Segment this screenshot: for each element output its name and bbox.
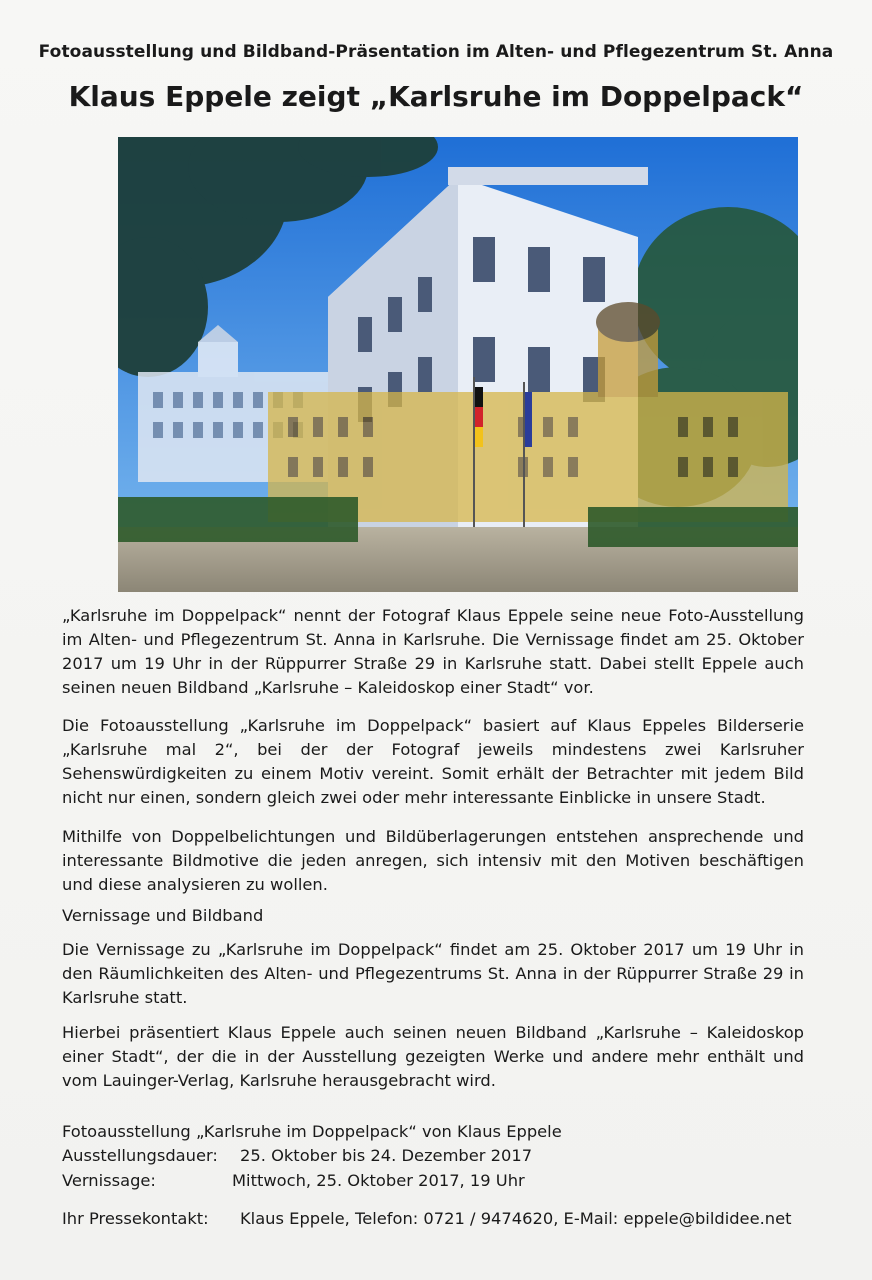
vernissage-paragraph: Die Vernissage zu „Karlsruhe im Doppelpack“ findet am 25. Oktober 2017 um 19 Uhr in den Räumlichkeiten des Alten- und Pflegezentrums St. Anna in der Rüppurrer Straße 29 in Karlsruhe statt. <box>62 940 804 1007</box>
document-supertitle: Fotoausstellung und Bildband-Präsentation im Alten- und Pflegezentrum St. Anna <box>38 42 834 62</box>
palace-double-exposure-photo <box>118 137 798 592</box>
exhibition-info-title: Fotoausstellung „Karlsruhe im Doppelpack“ von Klaus Eppele <box>62 1122 562 1141</box>
document-title: Klaus Eppele zeigt „Karlsruhe im Doppelpack“ <box>68 80 804 113</box>
section-subheading: Vernissage und Bildband <box>62 906 264 925</box>
info-value: Mittwoch, 25. Oktober 2017, 19 Uhr <box>232 1171 525 1190</box>
info-label: Ausstellungsdauer: <box>62 1146 218 1165</box>
info-label: Ihr Pressekontakt: <box>62 1209 209 1228</box>
technique-paragraph: Mithilfe von Doppelbelichtungen und Bildüberlagerungen entstehen ansprechende und interessante Bildmotive die jeden anregen, sich intensiv mit den Motiven beschäftigen und diese analysieren zu wollen. <box>62 827 804 894</box>
bildband-paragraph: Hierbei präsentiert Klaus Eppele auch seinen neuen Bildband „Karlsruhe – Kaleidoskop einer Stadt“, der die in der Ausstellung gezeigten Werke und andere mehr enthält und vom Lauinger-Verlag, Karlsruhe herausgebracht wird. <box>62 1023 804 1090</box>
info-value: Klaus Eppele, Telefon: 0721 / 9474620, E-Mail: eppele@bildidee.net <box>240 1209 792 1228</box>
intro-paragraph: „Karlsruhe im Doppelpack“ nennt der Fotograf Klaus Eppele seine neue Foto-Ausstellung im Alten- und Pflegezentrum St. Anna in Karlsruhe. Die Vernissage findet am 25. Oktober 2017 um 19 Uhr in der Rüppurrer Straße 29 in Karlsruhe statt. Dabei stellt Eppele auch seinen neuen Bildband „Karlsruhe – Kaleidoskop einer Stadt“ vor. <box>62 606 804 697</box>
photo-illustration <box>118 137 798 592</box>
series-paragraph: Die Fotoausstellung „Karlsruhe im Doppelpack“ basiert auf Klaus Eppeles Bilderserie „Karlsruhe mal 2“, bei der der Fotograf jeweils mindestens zwei Karlsruher Sehenswürdigkeiten zu einem Motiv vereint. Somit erhält der Betrachter mit jedem Bild nicht nur einen, sondern gleich zwei oder mehr interessante Einblicke in unsere Stadt. <box>62 716 804 807</box>
info-value: 25. Oktober bis 24. Dezember 2017 <box>240 1146 533 1165</box>
info-label: Vernissage: <box>62 1171 156 1190</box>
